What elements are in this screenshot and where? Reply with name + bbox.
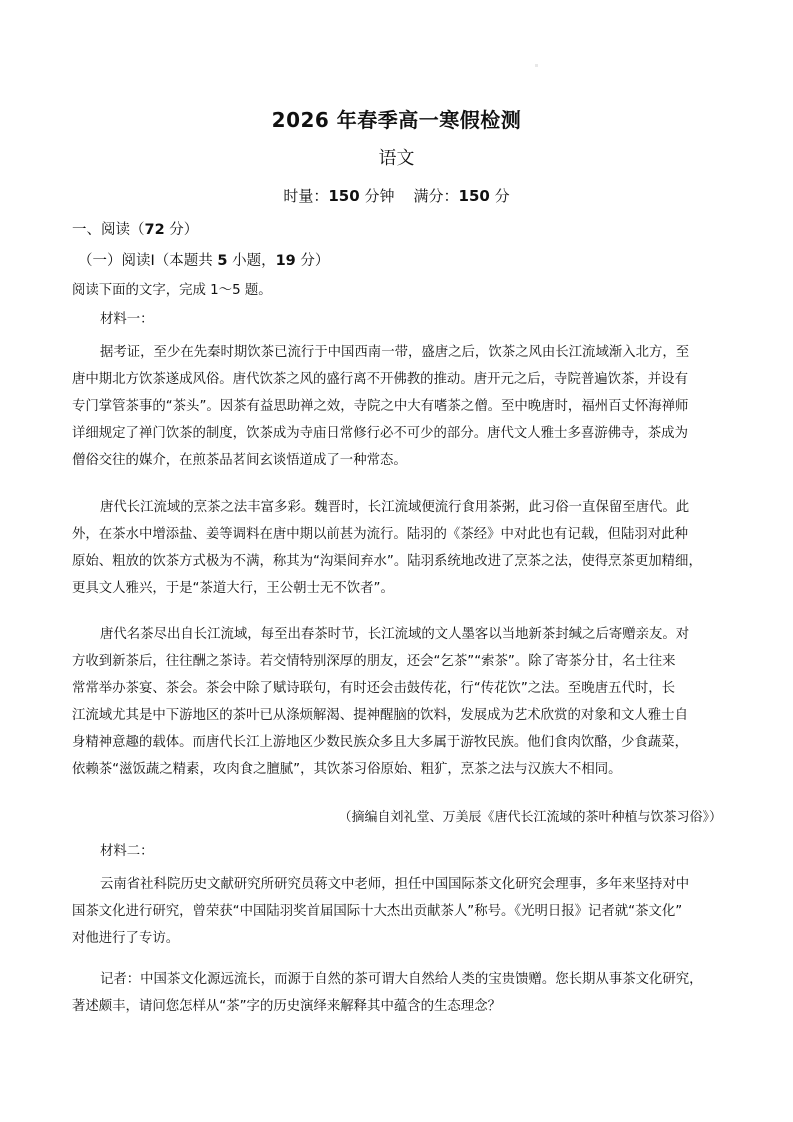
material1-paragraph-3: [72, 621, 722, 783]
material2-label: 材料二：: [100, 844, 154, 859]
text-line: 唐代长江流域的烹茶之法丰富多彩。魏晋时，长江流域便流行食用茶粥，此习俗一直保留至唐代。此: [100, 500, 690, 515]
text-line: 国茶文化进行研究，曾荣获“中国陆羽奖首届国际十大杰出贡献茶人”称号。《光明日报》记者就“茶文化”: [72, 904, 683, 919]
text-line: 据考证，至少在先秦时期饮茶已流行于中国西南一带，盛唐之后，饮茶之风由长江流域渐入北方，至: [100, 345, 690, 360]
score-label: 满分：: [413, 187, 459, 205]
text-line: 云南省社科院历史文献研究所研究员蒋文中老师，担任中国国际茶文化研究会理事，多年来坚持对中: [100, 877, 690, 892]
text-line: 原始、粗放的饮茶方式极为不满，称其为“沟渠间弃水”。陆羽系统地改进了烹茶之法，使得烹茶更加精细，: [72, 554, 702, 569]
exam-info: [0, 185, 793, 206]
subsection-points: 19: [275, 253, 296, 269]
time-label: 时量：: [283, 187, 329, 205]
text-line: 著述颇丰，请问您怎样从“茶”字的历史演绎来解释其中蕴含的生态理念？: [72, 999, 501, 1014]
text-line: 外，在茶水中增添盐、姜等调料在唐中期以前甚为流行。陆羽的《茶经》中对此也有记载，但陆羽对此种: [72, 527, 688, 542]
text-line: 专门掌管茶事的“茶头”。因茶有益思助禅之效，寺院之中大有嗜茶之僧。至中晚唐时，福州百丈怀海禅师: [72, 399, 689, 414]
subsection-prefix: （一）阅读Ⅰ（本题共: [78, 253, 218, 269]
time-value: 150: [328, 187, 360, 205]
watermark-dot: [535, 64, 538, 67]
exam-title: 2026 年春季高一寒假检测: [271, 108, 522, 132]
text-line: 对他进行了专访。: [72, 931, 180, 946]
text-line: 更具文人雅兴，于是“茶道大行，王公朝士无不饮者”。: [72, 581, 394, 596]
material2-paragraph-2: [72, 966, 722, 1020]
instruction: 阅读下面的文字，完成 1～5 题。: [72, 283, 272, 298]
material1-label: 材料一：: [100, 312, 154, 327]
subsection-suffix: 分）: [295, 253, 330, 269]
section-heading: [72, 218, 198, 239]
subject-title: 语文: [378, 148, 415, 169]
time-unit: 分钟: [359, 187, 395, 205]
score-value: 150: [458, 187, 490, 205]
text-line: 详细规定了禅门饮茶的制度，饮茶成为寺庙日常修行必不可少的部分。唐代文人雅士多喜游佛寺，茶成为: [72, 426, 688, 441]
text-line: 僧俗交往的媒介，在煎茶品茗间玄谈悟道成了一种常态。: [72, 453, 407, 468]
text-line: 依赖茶“滋饭蔬之精素，攻肉食之膻腻”，其饮茶习俗原始、粗犷，烹茶之法与汉族大不相同。: [72, 762, 622, 777]
material2-paragraph-1: [72, 871, 722, 952]
text-line: 常常举办茶宴、茶会。茶会中除了赋诗联句，有时还会击鼓传花，行“传花饮”之法。至晚唐五代时，长: [72, 681, 676, 696]
text-line: 方收到新茶后，往往酬之茶诗。若交情特别深厚的朋友，还会“乞茶”“索茶”。除了寄茶分甘，名士往来: [72, 654, 676, 669]
subsection-heading: [78, 249, 329, 270]
section-heading-points: 72: [144, 222, 165, 238]
score-unit: 分: [489, 187, 510, 205]
text-line: 唐代名茶尽出自长江流域，每至出春茶时节，长江流域的文人墨客以当地新茶封缄之后寄赠亲友。对: [100, 627, 690, 642]
subsection-mid: 小题，: [227, 253, 276, 269]
section-heading-suffix: 分）: [164, 222, 199, 238]
text-line: 身精神意趣的载体。而唐代长江上游地区少数民族众多且大多属于游牧民族。他们食肉饮酪，少食蔬菜，: [72, 735, 688, 750]
section-heading-prefix: 一、阅读（: [72, 222, 145, 238]
material1-paragraph-1: [72, 339, 722, 474]
subsection-count: 5: [217, 253, 228, 269]
text-line: 记者：中国茶文化源远流长，而源于自然的茶可谓大自然给人类的宝贵馈赠。您长期从事茶文化研究，: [100, 972, 703, 987]
material1-source: （摘编自刘礼堂、万美辰《唐代长江流域的茶叶种植与饮茶习俗》）: [338, 810, 722, 825]
text-line: 唐中期北方饮茶遂成风俗。唐代饮茶之风的盛行离不开佛教的推动。唐开元之后，寺院普遍饮茶，并设有: [72, 372, 688, 387]
material1-paragraph-2: [72, 494, 722, 602]
text-line: 江流域尤其是中下游地区的茶叶已从涤烦解渴、提神醒脑的饮料，发展成为艺术欣赏的对象和文人雅士自: [72, 708, 688, 723]
